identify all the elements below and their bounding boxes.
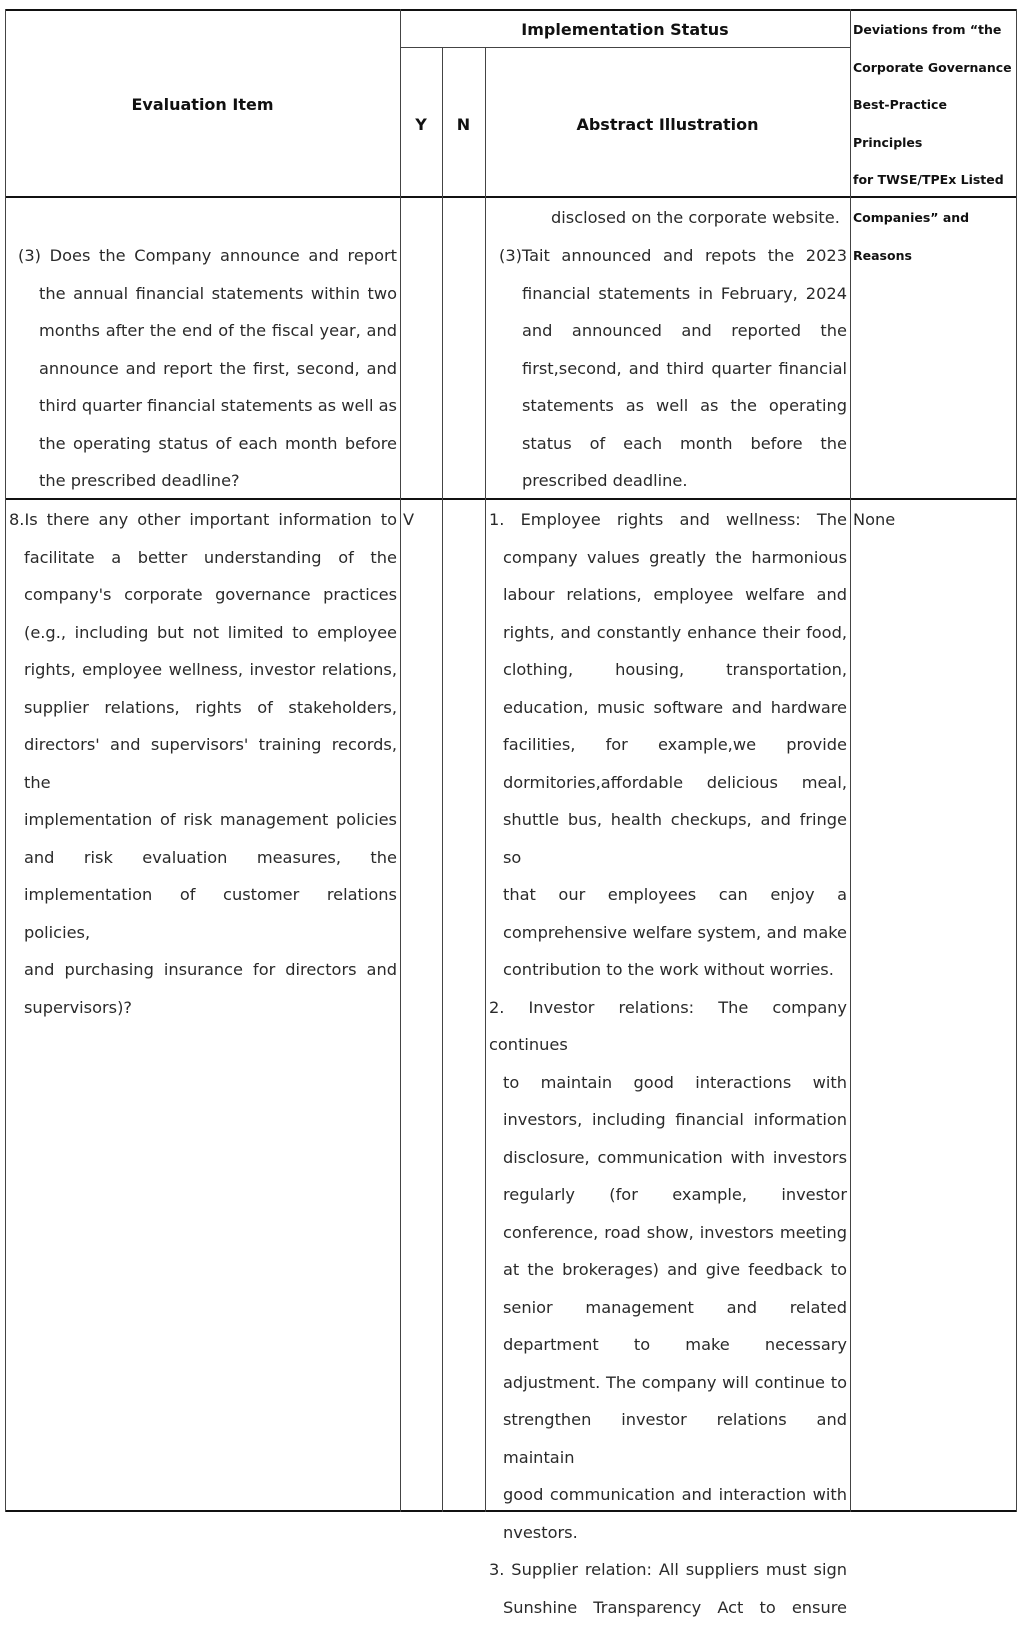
row2-answer-line: company values greatly the harmonious [489,539,847,577]
row1-answer-line: status of each month before the [499,425,847,463]
row2-answer-line: labour relations, employee welfare and [489,576,847,614]
row2-answer-line: investors, including financial information [489,1101,847,1139]
header-evaluation-item: Evaluation Item [5,95,400,114]
row1-question-line: the operating status of each month before [18,425,397,463]
row1-question-line: months after the end of the fiscal year, and [18,312,397,350]
row2-answer-line: clothing, housing, transportation, [489,651,847,689]
row2-answer-line: good communication and interaction with [489,1476,847,1514]
row2-answer [489,501,847,1626]
header-implementation-status: Implementation Status [400,20,850,39]
row2-answer-line: education, music software and hardware [489,689,847,727]
col-divider-abstract [850,9,851,1512]
row1-question-line: third quarter financial statements as well as [18,387,397,425]
header-deviations-line: Corporate Governance [853,49,1015,87]
row2-question-line: rights, employee wellness, investor relations, [9,651,397,689]
row2-answer-line: 2. Investor relations: The company continues [489,989,847,1064]
row2-answer-line: dormitories,affordable delicious meal, [489,764,847,802]
row2-answer-line: 3. Supplier relation: All suppliers must sign [489,1551,847,1589]
row2-question-line: supplier relations, rights of stakeholders, [9,689,397,727]
row2-question-line: facilitate a better understanding of the [9,539,397,577]
header-deviations [853,11,1015,274]
row2-y-mark: V [403,501,414,539]
row2-answer-line: senior management and related [489,1289,847,1327]
row2-answer-line: conference, road show, investors meeting [489,1214,847,1252]
row1-question-line: the annual financial statements within two [18,275,397,313]
row1-answer [499,237,847,500]
row2-answer-line: comprehensive welfare system, and make [489,914,847,952]
left-border [5,9,6,1512]
status-subheader-line [400,47,850,48]
row2-question-line: implementation of risk management policies [9,801,397,839]
right-border [1016,9,1017,1512]
row2-question-line: implementation of customer relations policies, [9,876,397,951]
row2-answer-line: strengthen investor relations and maintain [489,1401,847,1476]
row2-answer-line: disclosure, communication with investors [489,1139,847,1177]
row1-answer-line: (3)Tait announced and repots the 2023 [499,237,847,275]
row2-answer-line: nvestors. [489,1514,847,1552]
row1-answer-line: prescribed deadline. [499,462,847,500]
row2-answer-line: Sunshine Transparency Act to ensure [489,1589,847,1626]
row2-question-line: company's corporate governance practices [9,576,397,614]
header-abstract-illustration: Abstract Illustration [485,115,850,134]
row1-answer-line: and announced and reported the [499,312,847,350]
header-deviations-line: for TWSE/TPEx Listed [853,161,1015,199]
row2-deviation: None [853,501,895,539]
row1-answer-line: first,second, and third quarter financial [499,350,847,388]
header-y: Y [400,115,442,134]
col-divider-item [400,9,401,1512]
header-n: N [442,115,485,134]
row1-answer-line: statements as well as the operating [499,387,847,425]
col-divider-n [485,47,486,1512]
col-divider-y [442,47,443,1512]
row2-answer-line: department to make necessary [489,1326,847,1364]
row2-answer-line: regularly (for example, investor [489,1176,847,1214]
row2-answer-line: adjustment. The company will continue to [489,1364,847,1402]
row2-answer-line: contribution to the work without worries. [489,951,847,989]
row2-answer-line: that our employees can enjoy a [489,876,847,914]
row2-answer-line: at the brokerages) and give feedback to [489,1251,847,1289]
header-deviations-line: Companies” and Reasons [853,199,1015,274]
row2-question-line: (e.g., including but not limited to employee [9,614,397,652]
row1-question-line: (3) Does the Company announce and report [18,237,397,275]
row1-question [18,237,397,500]
row2-question [9,501,397,1026]
row2-answer-line: shuttle bus, health checkups, and fringe so [489,801,847,876]
header-deviations-line: Best-Practice Principles [853,86,1015,161]
header-deviations-line: Deviations from “the [853,11,1015,49]
row2-question-line: directors' and supervisors' training records, the [9,726,397,801]
row2-answer-line: 1. Employee rights and wellness: The [489,501,847,539]
row2-question-line: supervisors)? [9,989,397,1027]
row2-question-line: and purchasing insurance for directors and [9,951,397,989]
row1-abstract-continued: disclosed on the corporate website. [551,199,840,237]
row2-answer-line: to maintain good interactions with [489,1064,847,1102]
row2-answer-line: rights, and constantly enhance their food, [489,614,847,652]
row2-question-line: and risk evaluation measures, the [9,839,397,877]
row1-question-line: announce and report the first, second, and [18,350,397,388]
row1-answer-line: financial statements in February, 2024 [499,275,847,313]
row2-answer-line: facilities, for example,we provide [489,726,847,764]
row2-question-line: 8.Is there any other important information to [9,501,397,539]
row1-question-line: the prescribed deadline? [18,462,397,500]
